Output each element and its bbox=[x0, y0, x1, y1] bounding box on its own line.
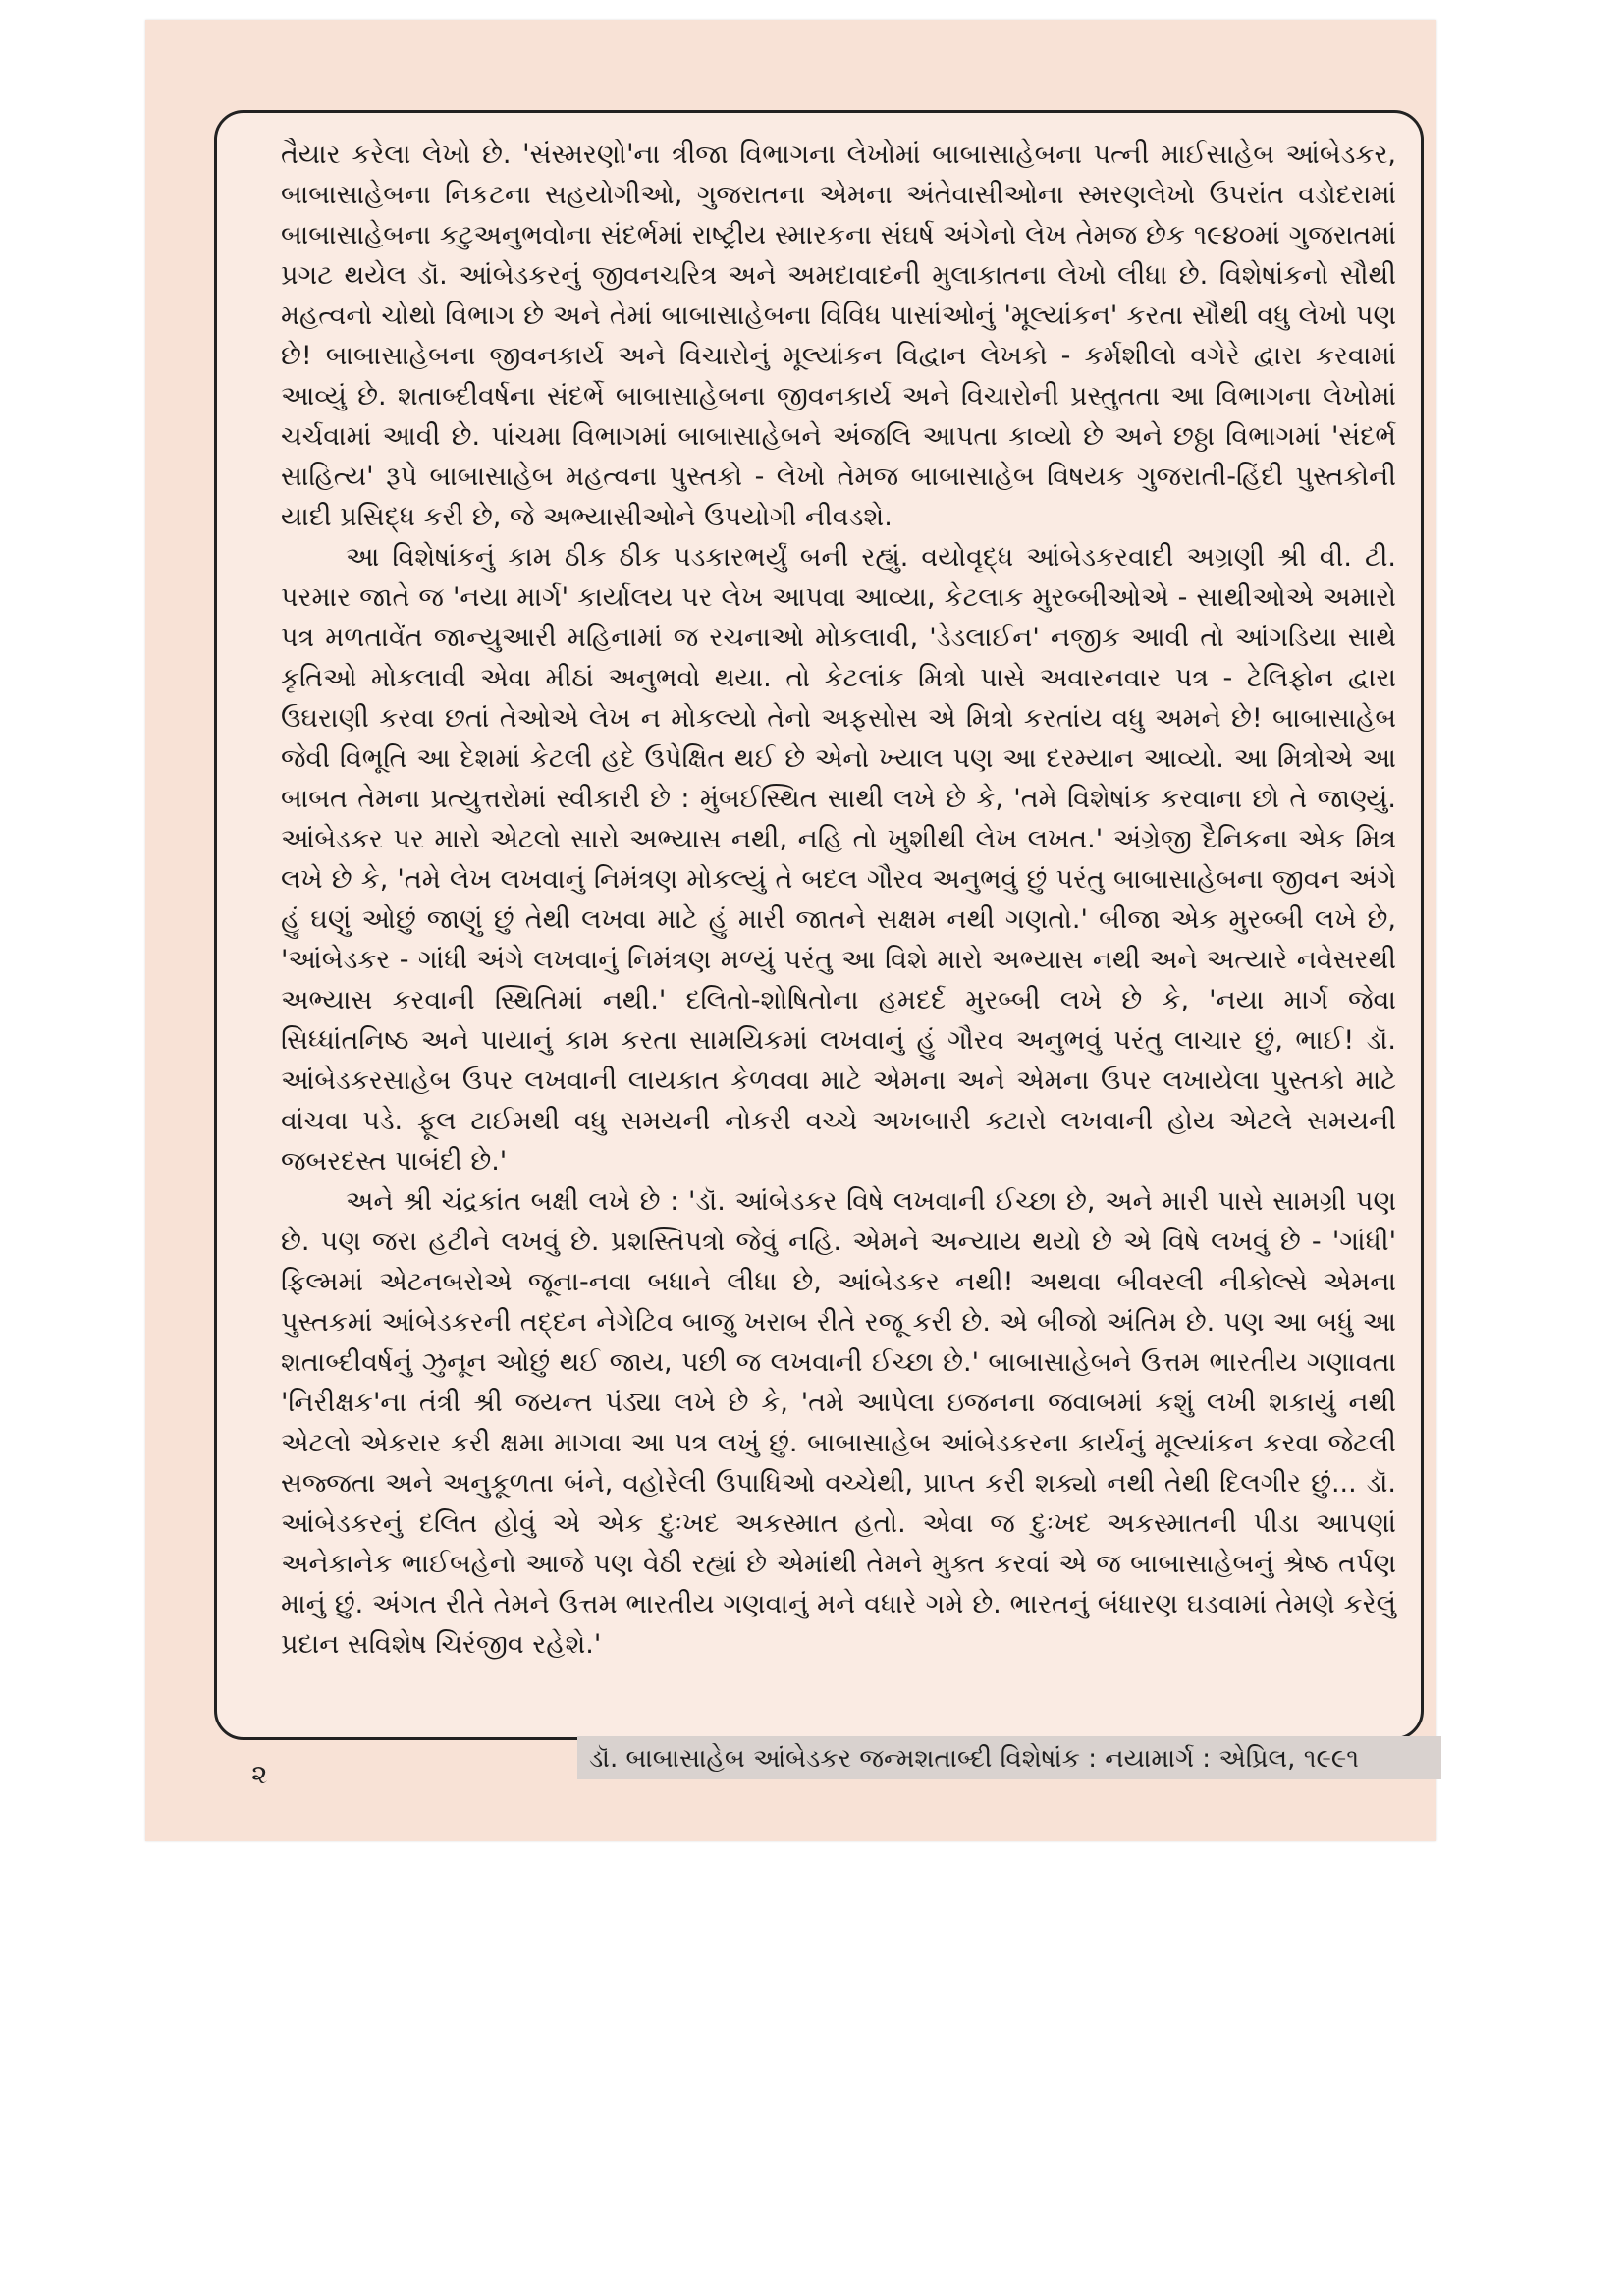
page-number: ૨ bbox=[251, 1758, 268, 1790]
paragraph-1: તૈયાર કરેલા લેખો છે. 'સંસ્મરણો'ના ત્રીજા વિભાગના લેખોમાં બાબાસાહેબના પત્ની માઈસાહેબ આંબેડકર, બાબાસાહેબના નિકટના સહયોગીઓ, ગુજરાતના એમના અંતેવાસીઓના સ્મરણલેખો ઉપરાંત વડોદરામાં બાબાસાહેબના કટુઅનુભવોના સંદર્ભમાં રાષ્ટ્રીય સ્મારકના સંઘર્ષ અંગેનો લેખ તેમજ છેક ૧૯૪૦માં ગુજરાતમાં પ્રગટ થયેલ ડૉ. આંબેડકરનું જીવનચરિત્ર અને અમદાવાદની મુલાકાતના લેખો લીધા છે. વિશેષાંકનો સૌથી મહત્વનો ચોથો વિભાગ છે અને તેમાં બાબાસાહેબના વિવિધ પાસાંઓનું 'મૂલ્યાંકન' કરતા સૌથી વધુ લેખો પણ છે! બાબાસાહેબના જીવનકાર્ય અને વિચારોનું મૂલ્યાંકન વિદ્વાન લેખકો - કર્મશીલો વગેરે દ્વારા કરવામાં આવ્યું છે. શતાબ્દીવર્ષના સંદર્ભે બાબાસાહેબના જીવનકાર્ય અને વિચારોની પ્રસ્તુતતા આ વિભાગના લેખોમાં ચર્ચવામાં આવી છે. પાંચમા વિભાગમાં બાબાસાહેબને અંજલિ આપતા કાવ્યો છે અને છઠ્ઠા વિભાગમાં 'સંદર્ભ સાહિત્ય' રૂપે બાબાસાહેબ મહત્વના પુસ્તકો - લેખો તેમજ બાબાસાહેબ વિષયક ગુજરાતી-હિંદી પુસ્તકોની યાદી પ્રસિદ્ધ કરી છે, જે અભ્યાસીઓને ઉપયોગી નીવડશે. bbox=[281, 139, 1396, 532]
running-title: ડૉ. બાબાસાહેબ આંબેડકર જન્મશતાબ્દી વિશેષાંક : નયામાર્ગ : એપ્રિલ, ૧૯૯૧ bbox=[589, 1744, 1359, 1774]
paragraph-2: આ વિશેષાંકનું કામ ઠીક ઠીક પડકારભર્યું બની રહ્યું. વયોવૃદ્ધ આંબેડકરવાદી અગ્રણી શ્રી વી. ટી. પરમાર જાતે જ 'નયા માર્ગ' કાર્યાલય પર લેખ આપવા આવ્યા, કેટલાક મુરબ્બીઓએ - સાથીઓએ અમારો પત્ર મળતાવેંત જાન્યુઆરી મહિનામાં જ રચનાઓ મોકલાવી, 'ડેડલાઈન' નજીક આવી તો આંગડિયા સાથે કૃતિઓ મોકલાવી એવા મીઠાં અનુભવો થયા. તો કેટલાંક મિત્રો પાસે અવારનવાર પત્ર - ટેલિફોન દ્વારા ઉઘરાણી કરવા છતાં તેઓએ લેખ ન મોકલ્યો તેનો અફસોસ એ મિત્રો કરતાંય વધુ અમને છે! બાબાસાહેબ જેવી વિભૂતિ આ દેશમાં કેટલી હદે ઉપેક્ષિત થઈ છે એનો ખ્યાલ પણ આ દરમ્યાન આવ્યો. આ મિત્રોએ આ બાબત તેમના પ્રત્યુત્તરોમાં સ્વીકારી છે : મુંબઈસ્થિત સાથી લખે છે કે, 'તમે વિશેષાંક કરવાના છો તે જાણ્યું. આંબેડકર પર મારો એટલો સારો અભ્યાસ નથી, નહિ તો ખુશીથી લેખ લખત.' અંગ્રેજી દૈનિકના એક મિત્ર લખે છે કે, 'તમે લેખ લખવાનું નિમંત્રણ મોકલ્યું તે બદલ ગૌરવ અનુભવું છું પરંતુ બાબાસાહેબના જીવન અંગે હું ઘણું ઓછું જાણું છું તેથી લખવા માટે હું મારી જાતને સક્ષમ નથી ગણતો.' બીજા એક મુરબ્બી લખે છે, 'આંબેડકર - ગાંધી અંગે લખવાનું નિમંત્રણ મળ્યું પરંતુ આ વિશે મારો અભ્યાસ નથી અને અત્યારે નવેસરથી અભ્યાસ કરવાની સ્થિતિમાં નથી.' દલિતો-શોષિતોના હમદર્દ મુરબ્બી લખે છે કે, 'નયા માર્ગ જેવા સિધ્ધાંતનિષ્ઠ અને પાયાનું કામ કરતા સામયિકમાં લખવાનું હું ગૌરવ અનુભવું પરંતુ લાચાર છું, ભાઈ! ડૉ. આંબેડકરસાહેબ ઉપર લખવાની લાયકાત કેળવવા માટે એમના અને એમના ઉપર લખાયેલા પુસ્તકો માટે વાંચવા પડે. ફૂલ ટાઈમથી વધુ સમયની નોકરી વચ્ચે અખબારી કટારો લખવાની હોય એટલે સમયની જબરદસ્ત પાબંદી છે.' bbox=[281, 542, 1396, 1176]
article-body bbox=[281, 135, 1396, 1665]
paragraph-3: અને શ્રી ચંદ્રકાંત બક્ષી લખે છે : 'ડૉ. આંબેડકર વિષે લખવાની ઈચ્છા છે, અને મારી પાસે સામગ્રી પણ છે. પણ જરા હટીને લખવું છે. પ્રશસ્તિપત્રો જેવું નહિ. એમને અન્યાય થયો છે એ વિષે લખવું છે - 'ગાંધી' ફિલ્મમાં એટનબરોએ જૂના-નવા બધાને લીધા છે, આંબેડકર નથી! અથવા બીવરલી નીકોલ્સે એમના પુસ્તકમાં આંબેડકરની તદ્દન નેગેટિવ બાજુ ખરાબ રીતે રજૂ કરી છે. એ બીજો અંતિમ છે. પણ આ બધું આ શતાબ્દીવર્ષનું ઝુનૂન ઓછું થઈ જાય, પછી જ લખવાની ઈચ્છા છે.' બાબાસાહેબને ઉત્તમ ભારતીય ગણાવતા 'નિરીક્ષક'ના તંત્રી શ્રી જયન્ત પંડ્યા લખે છે કે, 'તમે આપેલા ઇજનના જવાબમાં કશું લખી શકાયું નથી એટલો એકરાર કરી ક્ષમા માગવા આ પત્ર લખું છું. બાબાસાહેબ આંબેડકરના કાર્યનું મૂલ્યાંકન કરવા જેટલી સજ્જતા અને અનુકૂળતા બંને, વહોરેલી ઉપાધિઓ વચ્ચેથી, પ્રાપ્ત કરી શક્યો નથી તેથી દિલગીર છું... ડૉ. આંબેડકરનું દલિત હોવું એ એક દુઃખદ અકસ્માત હતો. એવા જ દુઃખદ અકસ્માતની પીડા આપણાં અનેકાનેક ભાઈબહેનો આજે પણ વેઠી રહ્યાં છે એમાંથી તેમને મુક્ત કરવાં એ જ બાબાસાહેબનું શ્રેષ્ઠ તર્પણ માનું છું. અંગત રીતે તેમને ઉત્તમ ભારતીય ગણવાનું મને વધારે ગમે છે. ભારતનું બંધારણ ઘડવામાં તેમણે કરેલું પ્રદાન સવિશેષ ચિરંજીવ રહેશે.' bbox=[281, 1186, 1396, 1660]
